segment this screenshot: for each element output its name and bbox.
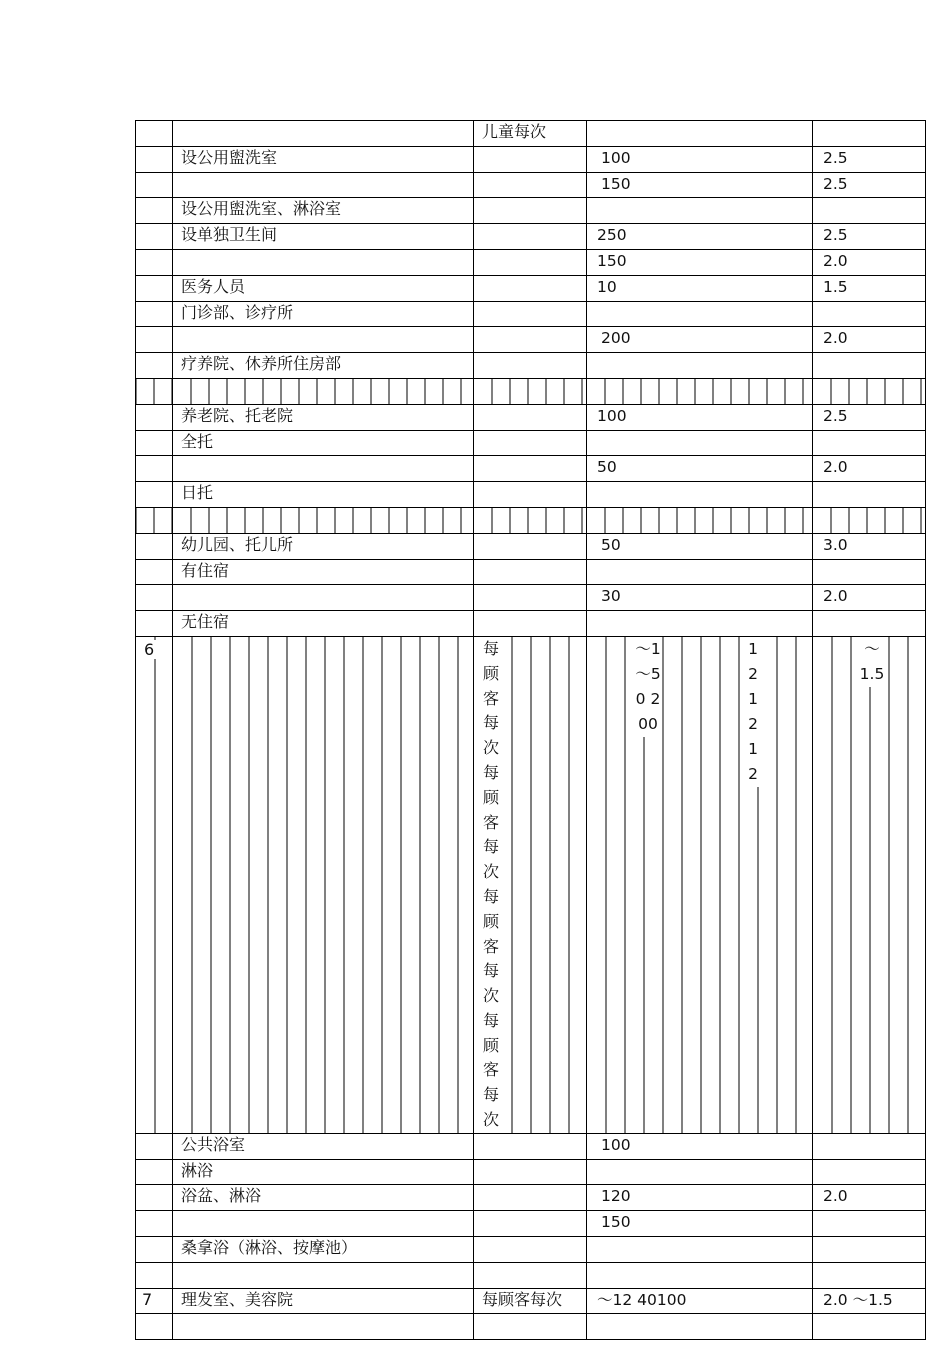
row-number [136,249,173,275]
building-type: 全托 [173,430,474,456]
quota: ～12 40100 [587,1288,813,1314]
unit [474,224,587,250]
building-type: 医务人员 [173,275,474,301]
table-row [136,559,926,585]
row-number [136,301,173,327]
table-row [136,224,926,250]
coefficient [813,301,926,327]
table-row [136,456,926,482]
building-type [173,1211,474,1237]
table-row [136,198,926,224]
quota: 150 [587,172,813,198]
row-number [136,533,173,559]
building-type [173,585,474,611]
coefficient: 2.5 [813,146,926,172]
table-row [136,121,926,147]
building-type: 设公用盥洗室 [173,146,474,172]
coefficient: 2.0 ～1.5 [813,1288,926,1314]
building-type: 门诊部、诊疗所 [173,301,474,327]
row-number [136,404,173,430]
building-type: 公共浴室 [173,1133,474,1159]
building-type: 日托 [173,482,474,508]
unit: 儿童每次 [474,121,587,147]
coefficient: 2.0 [813,585,926,611]
unit [474,146,587,172]
table-row [136,482,926,508]
unit [474,430,587,456]
quota: 120 [587,1185,813,1211]
building-type: 有住宿 [173,559,474,585]
coefficient: 2.5 [813,172,926,198]
unit [474,482,587,508]
coefficient [813,1237,926,1263]
quota [587,430,813,456]
unit [474,1262,587,1288]
water-quota-table [135,120,926,1340]
table-row [136,1185,926,1211]
unit [474,249,587,275]
quota-vertical-a: ～1～50 200 [635,637,661,737]
table-row [136,301,926,327]
building-type: 无住宿 [173,611,474,637]
quota [587,1159,813,1185]
coefficient [813,1133,926,1159]
coefficient [813,121,926,147]
coefficient [813,1159,926,1185]
coefficient: 2.0 [813,249,926,275]
unit-vertical: 每顾客每次每顾客每次每顾客每次每顾客每次 [482,637,500,1133]
unit [474,1185,587,1211]
coefficient [813,482,926,508]
table-row [136,1133,926,1159]
row-number [136,482,173,508]
row-number [136,224,173,250]
unit [474,533,587,559]
table-row [136,430,926,456]
building-type [173,172,474,198]
row-number: 6 [136,636,173,1133]
building-type: 浴盆、淋浴 [173,1185,474,1211]
table-row [136,1211,926,1237]
unit [474,275,587,301]
coefficient [813,1262,926,1288]
quota [587,301,813,327]
row-number [136,1237,173,1263]
unit [474,1237,587,1263]
quota: 50 [587,533,813,559]
building-type: 设公用盥洗室、淋浴室 [173,198,474,224]
table-row [136,1262,926,1288]
row-number [136,1314,173,1340]
row-number [136,275,173,301]
striped-divider-row [136,507,926,533]
quota: 30 [587,585,813,611]
unit [474,404,587,430]
row-number [136,1133,173,1159]
table-row [136,611,926,637]
table-row [136,404,926,430]
table-row [136,146,926,172]
coefficient [813,636,926,1133]
coefficient: 3.0 [813,533,926,559]
table-row [136,172,926,198]
quota [587,636,813,1133]
row-number [136,559,173,585]
unit [474,1211,587,1237]
building-type [173,249,474,275]
quota: 200 [587,327,813,353]
row-number [136,172,173,198]
quota [587,1314,813,1340]
building-type: 设单独卫生间 [173,224,474,250]
unit [474,456,587,482]
building-type: 桑拿浴（淋浴、按摩池） [173,1237,474,1263]
table-row [136,353,926,379]
quota: 50 [587,456,813,482]
coefficient [813,1211,926,1237]
quota: 150 [587,249,813,275]
unit [474,1159,587,1185]
row-number [136,1185,173,1211]
table-row [136,585,926,611]
quota [587,1262,813,1288]
row-number [136,121,173,147]
building-type [173,1314,474,1340]
unit [474,559,587,585]
coefficient: 2.0 [813,327,926,353]
table-row [136,1159,926,1185]
quota: 100 [587,1133,813,1159]
coefficient: 2.0 [813,1185,926,1211]
quota [587,1237,813,1263]
row-number [136,611,173,637]
coefficient: 2.5 [813,224,926,250]
unit [474,611,587,637]
coefficient [813,198,926,224]
coefficient [813,430,926,456]
unit [474,353,587,379]
building-type: 幼儿园、托儿所 [173,533,474,559]
unit [474,585,587,611]
building-type [173,636,474,1133]
quota [587,121,813,147]
row-number [136,353,173,379]
table-row [136,1314,926,1340]
building-type: 理发室、美容院 [173,1288,474,1314]
coefficient: 1.5 [813,275,926,301]
striped-divider-row [136,378,926,404]
building-type [173,456,474,482]
table-row [136,275,926,301]
coefficient [813,353,926,379]
row-number [136,198,173,224]
unit [474,327,587,353]
unit [474,636,587,1133]
coefficient-vertical: ～1.5 [859,637,885,687]
row-number [136,430,173,456]
row-number [136,1262,173,1288]
coefficient [813,611,926,637]
coefficient: 2.5 [813,404,926,430]
table-row [136,327,926,353]
unit [474,1133,587,1159]
row-number: 7 [136,1288,173,1314]
row-number [136,585,173,611]
coefficient: 2.0 [813,456,926,482]
quota: 150 [587,1211,813,1237]
row-number [136,1211,173,1237]
quota [587,611,813,637]
building-type [173,327,474,353]
quota: 10 [587,275,813,301]
building-type: 养老院、托老院 [173,404,474,430]
building-type [173,121,474,147]
row-number [136,456,173,482]
row-number [136,146,173,172]
table-row-6 [136,636,926,1133]
unit: 每顾客每次 [474,1288,587,1314]
quota [587,353,813,379]
building-type: 淋浴 [173,1159,474,1185]
table-row [136,533,926,559]
quota: 250 [587,224,813,250]
coefficient [813,1314,926,1340]
coefficient [813,559,926,585]
row-number [136,327,173,353]
building-type [173,1262,474,1288]
quota [587,198,813,224]
quota [587,482,813,508]
unit [474,172,587,198]
unit [474,301,587,327]
unit [474,1314,587,1340]
quota [587,559,813,585]
building-type: 疗养院、休养所住房部 [173,353,474,379]
quota: 100 [587,146,813,172]
table-row [136,249,926,275]
table-row [136,1237,926,1263]
quota: 100 [587,404,813,430]
quota-vertical-b: 12 12 12 [747,637,759,787]
table-row [136,1288,926,1314]
row-number [136,1159,173,1185]
unit [474,198,587,224]
